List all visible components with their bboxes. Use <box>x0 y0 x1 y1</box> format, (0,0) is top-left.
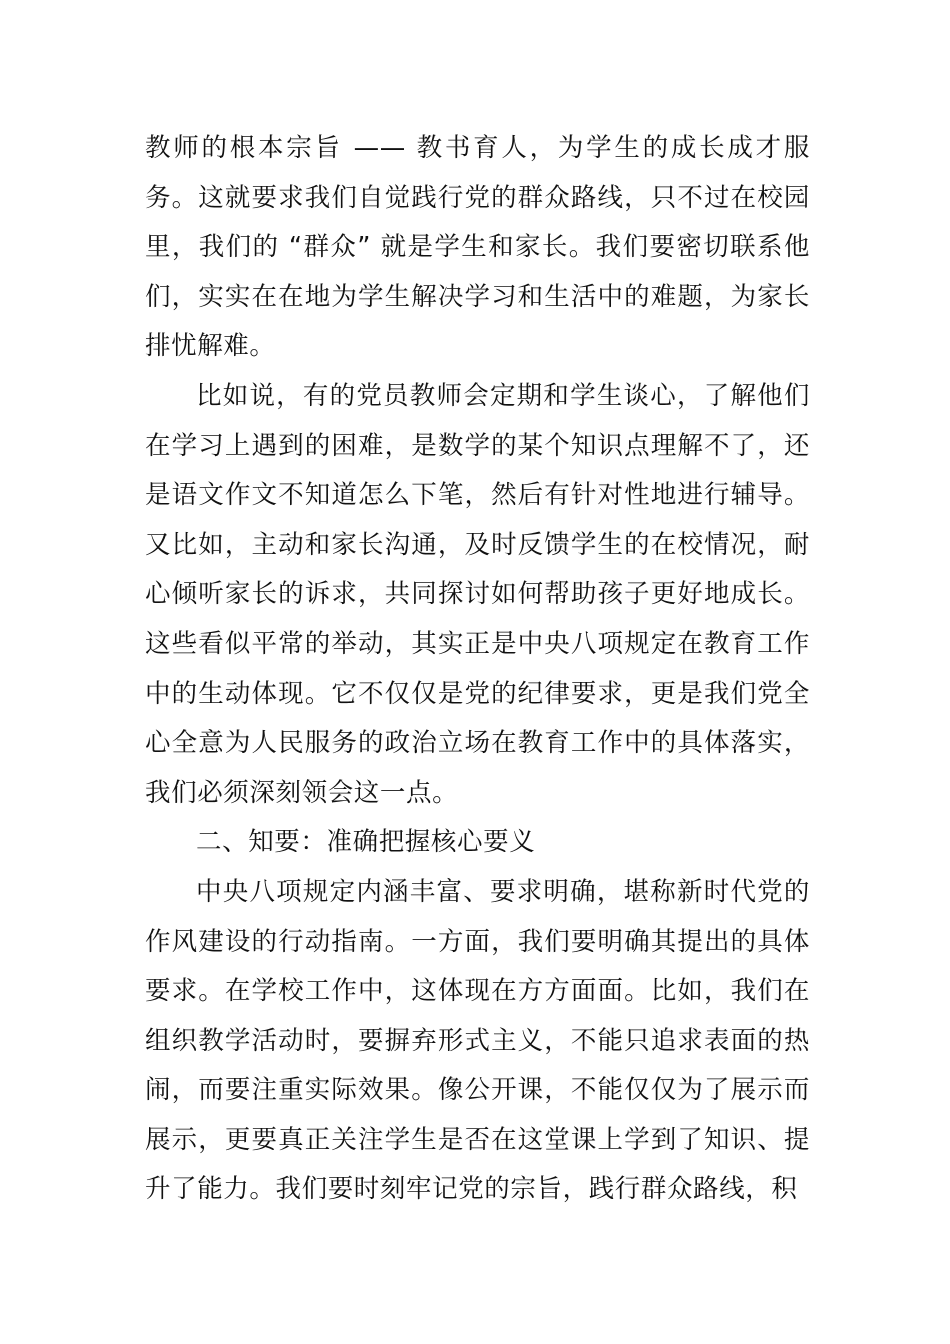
document-body <box>145 124 810 1215</box>
paragraph-requirements: 中央八项规定内涵丰富、要求明确，堪称新时代党的作风建设的行动指南。一方面，我们要明确其提出的具体要求。在学校工作中，这体现在方方面面。比如，我们在组织教学活动时，要摒弃形式主义，不能只追求表面的热闹，而要注重实际效果。像公开课，不能仅仅为了展示而展示，更要真正关注学生是否在这堂课上学到了知识、提升了能力。我们要时刻牢记党的宗旨，践行群众路线，积 <box>145 876 810 1205</box>
paragraph-continued: 教师的根本宗旨 —— 教书育人，为学生的成长成才服务。这就要求我们自觉践行党的群众路线，只不过在校园里，我们的 “群众” 就是学生和家长。我们要密切联系他们，实实在在地为学生解决学习和生活中的难题，为家长排忧解难。 <box>145 133 810 362</box>
paragraph-examples: 比如说，有的党员教师会定期和学生谈心，了解他们在学习上遇到的困难，是数学的某个知识点理解不了，还是语文作文不知道怎么下笔，然后有针对性地进行辅导。又比如，主动和家长沟通，及时反馈学生的在校情况，耐心倾听家长的诉求，共同探讨如何帮助孩子更好地成长。这些看似平常的举动，其实正是中央八项规定在教育工作中的生动体现。它不仅仅是党的纪律要求，更是我们党全心全意为人民服务的政治立场在教育工作中的具体落实，我们必须深刻领会这一点。 <box>145 380 810 808</box>
section-heading: 二、知要：准确把握核心要义 <box>196 827 536 858</box>
